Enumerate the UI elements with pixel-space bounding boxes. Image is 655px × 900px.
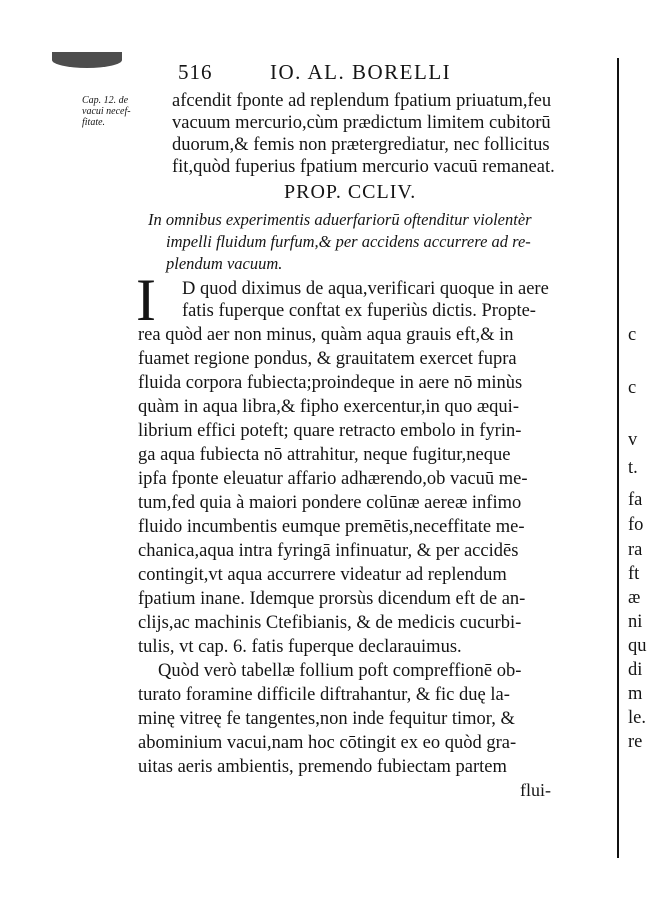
- text-line: Quòd verò tabellæ follium poft compreffionē ob-: [158, 661, 522, 681]
- catchword: flui-: [520, 780, 551, 800]
- text-line: ipfa fponte eleuatur affario adhærendo,ob vacuū me-: [138, 469, 528, 489]
- text-line: clijs,ac machinis Ctefibianis, & de medicis cucurbi-: [138, 613, 522, 633]
- text-line: fuamet regione pondus, & grauitatem exercet fupra: [138, 349, 517, 369]
- text-line: duorum,& femis non prætergrediatur, nec follicitus: [172, 135, 550, 155]
- marginal-note-line: vacui necef-: [82, 106, 131, 117]
- facing-page-fragment: m: [628, 684, 643, 704]
- proposition-heading: PROP. CCLIV.: [284, 181, 417, 203]
- marginal-note-line: fitate.: [82, 117, 106, 128]
- text-line: contingit,vt aqua accurrere videatur ad replendum: [138, 565, 507, 585]
- text-line: fpatium inane. Idemque prorsùs dicendum eft de an-: [138, 589, 526, 609]
- text-line: ga aqua fubiecta nō attrahitur, neque fugitur,neque: [138, 445, 511, 465]
- facing-page-fragment: c: [628, 325, 637, 345]
- text-line: minę vitreę fe tangentes,non inde fequitur timor, &: [138, 709, 515, 729]
- running-head: IO. AL. BORELLI: [270, 60, 452, 84]
- proposition-summary-line: In omnibus experimentis aduerfariorū oftenditur violentèr: [148, 210, 532, 229]
- text-line: tulis, vt cap. 6. fatis fuperque declarauimus.: [138, 637, 462, 657]
- facing-page-fragment: ra: [628, 540, 643, 560]
- text-line: turato foramine difficile diftrahantur, & fic duę la-: [138, 685, 510, 705]
- text-line: rea quòd aer non minus, quàm aqua grauis eft,& in: [138, 325, 514, 345]
- facing-page-fragment: æ: [628, 588, 641, 608]
- drop-cap: I: [136, 267, 156, 333]
- text-line: fatis fuperque conftat ex fuperiùs dictis. Propte-: [182, 301, 536, 321]
- proposition-summary-line: plendum vacuum.: [166, 254, 283, 273]
- text-line: fit,quòd fuperius fpatium mercurio vacuū remaneat.: [172, 157, 555, 177]
- proposition-summary-line: impelli fluidum furfum,& per accidens accurrere ad re-: [166, 232, 531, 251]
- text-line: tum,fed quia à maiori pondere colūnæ aereæ infimo: [138, 493, 522, 513]
- facing-page-fragment: qu: [628, 636, 647, 656]
- marginal-note: [82, 95, 152, 128]
- facing-page-fragment: le.: [628, 708, 646, 728]
- facing-page-fragment: ft: [628, 564, 640, 584]
- text-line: librium effici poteft; quare retracto embolo in fyrin-: [138, 421, 522, 441]
- facing-page-fragment: fo: [628, 515, 644, 535]
- facing-page-fragment: fa: [628, 490, 643, 510]
- facing-page-fragment: ni: [628, 612, 643, 632]
- marginal-note-line: Cap. 12. de: [82, 95, 129, 106]
- text-line: chanica,aqua intra fyringā infinuatur, & per accidēs: [138, 541, 519, 561]
- facing-page-fragment: t.: [628, 458, 638, 478]
- text-line: fluido incumbentis eumque premētis,neceffitate me-: [138, 517, 525, 537]
- text-line: afcendit fponte ad replendum fpatium priuatum,feu: [172, 91, 552, 111]
- page-number: 516: [178, 60, 213, 84]
- text-line: uitas aeris ambientis, premendo fubiectam partem: [138, 757, 507, 777]
- page-header: [178, 60, 598, 90]
- facing-page-fragment: re: [628, 732, 643, 752]
- binding-shadow: [52, 52, 122, 68]
- text-line: D quod diximus de aqua,verificari quoque in aere: [182, 279, 549, 299]
- text-line: vacuum mercurio,cùm prædictum limitem cubitorū: [172, 113, 551, 133]
- facing-page-fragment: di: [628, 660, 643, 680]
- facing-page-fragment: v: [628, 430, 638, 450]
- page-edge-rule: [617, 58, 619, 858]
- text-line: abominium vacui,nam hoc cōtingit ex eo quòd gra-: [138, 733, 517, 753]
- facing-page-fragment: c: [628, 378, 637, 398]
- text-line: fluida corpora fubiecta;proindeque in aere nō minùs: [138, 373, 523, 393]
- facing-page-edge: [628, 0, 655, 900]
- text-line: quàm in aqua libra,& fipho exercentur,in quo æqui-: [138, 397, 519, 417]
